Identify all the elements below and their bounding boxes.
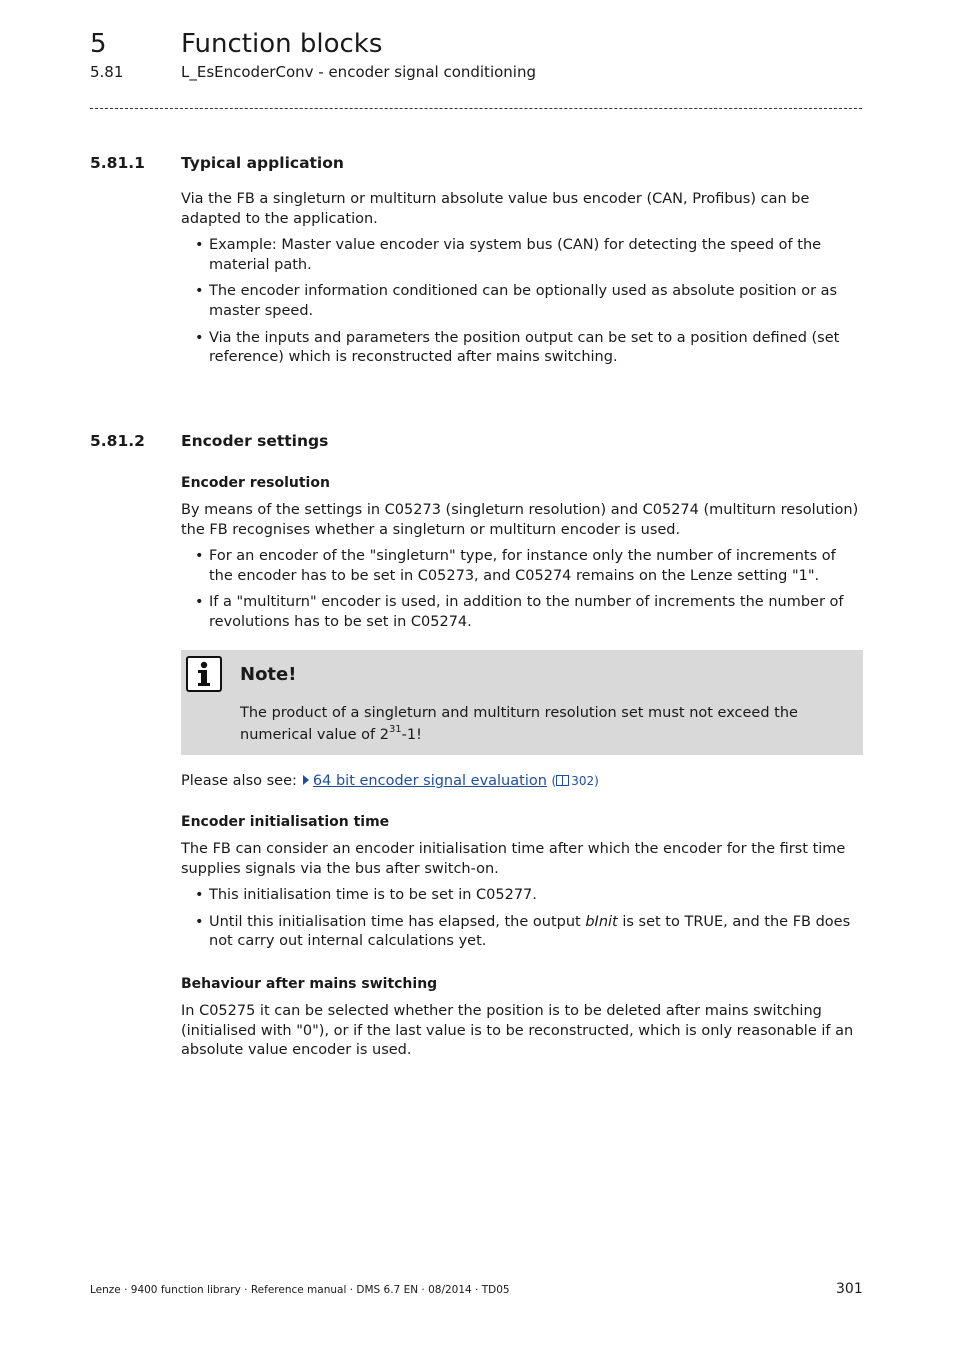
list-item: • Via the inputs and parameters the position output can be set to a position defined (set reference) which is reconstructed after mains switching. bbox=[181, 329, 863, 368]
subsection-1-number: 5.81.1 bbox=[90, 154, 145, 172]
book-icon bbox=[556, 775, 569, 786]
note-box bbox=[181, 650, 863, 755]
note-text-main: The product of a singleturn and multiturn resolution set must not exceed the numerical value of 2 bbox=[240, 705, 798, 743]
list-item: • This initialisation time is to be set in C05277. bbox=[181, 886, 863, 906]
encoder-resolution-heading: Encoder resolution bbox=[181, 475, 330, 491]
init-time-bullets bbox=[181, 886, 863, 952]
footer-document-info: Lenze · 9400 function library · Reference manual · DMS 6.7 EN · 08/2014 · TD05 bbox=[90, 1284, 510, 1296]
see-also-label: Please also see: bbox=[181, 773, 297, 789]
chapter-number: 5 bbox=[90, 29, 107, 59]
list-item: • If a "multiturn" encoder is used, in addition to the number of increments the number of revolutions has to be set in C05274. bbox=[181, 593, 863, 632]
header-divider bbox=[90, 108, 862, 109]
page-reference[interactable]: ( 302) bbox=[551, 774, 599, 788]
note-text-end: -1! bbox=[401, 727, 422, 743]
page-reference-number: 302 bbox=[571, 774, 595, 788]
mains-body bbox=[181, 1002, 863, 1061]
bullet-text: Until this initialisation time has elapsed, the output bbox=[209, 913, 586, 930]
init-time-heading: Encoder initialisation time bbox=[181, 814, 390, 830]
mains-heading: Behaviour after mains switching bbox=[181, 976, 438, 992]
mains-text: In C05275 it can be selected whether the position is to be deleted after mains switching (initialised with "0"), or if the last value is to be reconstructed, which is only reasonable if an absolute value encoder is used. bbox=[181, 1003, 854, 1059]
subsection-2-number: 5.81.2 bbox=[90, 432, 145, 450]
subsection-1-title: Typical application bbox=[181, 154, 344, 172]
note-superscript: 31 bbox=[388, 724, 402, 736]
subsection-2-title: Encoder settings bbox=[181, 432, 329, 450]
info-icon bbox=[186, 656, 222, 692]
bullet-text: is set to TRUE, and the FB does not carry out internal calculations yet. bbox=[209, 913, 851, 950]
subsection-1-intro: Via the FB a singleturn or multiturn absolute value bus encoder (CAN, Profibus) can be adapted to the application. bbox=[181, 191, 810, 227]
list-item: • For an encoder of the "singleturn" type, for instance only the number of increments of the encoder has to be set in C05273, and C05274 remains on the Lenze setting "1". bbox=[181, 547, 863, 586]
init-time-body bbox=[181, 840, 863, 959]
encoder-evaluation-link[interactable]: 64 bit encoder signal evaluation bbox=[312, 773, 547, 789]
encoder-resolution-intro: By means of the settings in C05273 (singleturn resolution) and C05274 (multiturn resolution) the FB recognises whether a singleturn or multiturn encoder is used. bbox=[181, 502, 859, 538]
signal-name: bInit bbox=[585, 913, 618, 930]
subsection-1-body bbox=[181, 190, 863, 375]
see-also bbox=[181, 771, 599, 791]
init-time-intro: The FB can consider an encoder initialisation time after which the encoder for the first time supplies signals via the bus after switch-on. bbox=[181, 841, 846, 877]
note-text bbox=[240, 702, 850, 746]
list-item: • The encoder information conditioned can be optionally used as absolute position or as master speed. bbox=[181, 282, 863, 321]
link-arrow-icon bbox=[303, 775, 309, 785]
encoder-resolution-bullets bbox=[181, 547, 863, 632]
note-title: Note! bbox=[240, 664, 297, 685]
chapter-title: Function blocks bbox=[181, 29, 383, 59]
subsection-1-bullets bbox=[181, 236, 863, 368]
list-item: • Example: Master value encoder via system bus (CAN) for detecting the speed of the material path. bbox=[181, 236, 863, 275]
page-number: 301 bbox=[836, 1281, 863, 1297]
section-title: L_EsEncoderConv - encoder signal conditioning bbox=[181, 63, 536, 81]
list-item bbox=[181, 913, 863, 952]
section-number: 5.81 bbox=[90, 63, 124, 81]
encoder-resolution-body bbox=[181, 501, 863, 640]
